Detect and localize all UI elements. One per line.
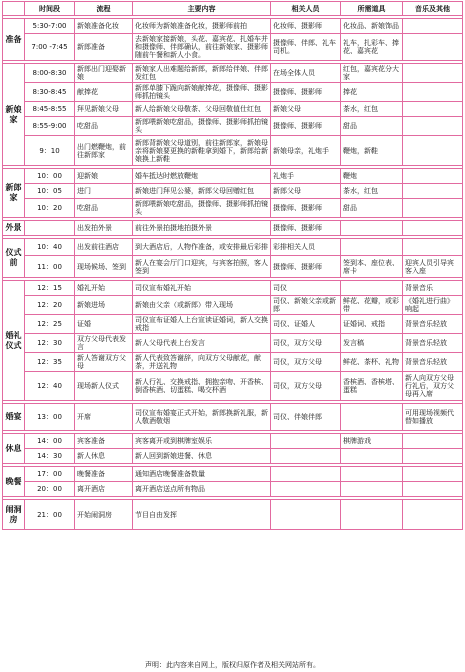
cell-props: 红包，嘉宾花分大家 [341,64,403,83]
header-music: 音乐及其他 [403,2,463,16]
cell-time: 17：00 [25,467,75,482]
cell-process: 离开酒店 [75,482,133,497]
cell-music [403,19,463,34]
cell-people: 摄像师、摄影师 [271,117,341,136]
cell-props [341,281,403,296]
table-row [3,239,463,256]
cell-people: 化妆师、摄影师 [271,19,341,34]
cell-music [403,117,463,136]
cell-music [403,500,463,530]
cell-music: 背景音乐轻放 [403,334,463,353]
cell-process: 证婚 [75,315,133,334]
cell-content: 到大酒店后，人物作准备，或安排最后彩排 [133,239,271,256]
cell-people [271,500,341,530]
table-row [3,296,463,315]
cell-content: 新人在宴会厅门口迎宾，与宾客拍照，客人签到 [133,256,271,278]
cell-time: 10：40 [25,239,75,256]
cell-process: 现场新人仪式 [75,372,133,401]
cell-props [341,482,403,497]
cell-props [341,404,403,431]
header-section [3,2,25,16]
cell-people: 彩排相关人员 [271,239,341,256]
cell-people: 新娘父母 [271,102,341,117]
cell-process: 晚餐准备 [75,467,133,482]
cell-process: 婚礼开始 [75,281,133,296]
cell-props [341,239,403,256]
cell-props [341,467,403,482]
section-label: 新郎家 [3,169,25,218]
cell-process: 拜见新娘父母 [75,102,133,117]
table-row [3,83,463,102]
cell-process: 出门燃鞭炮，前往新郎家 [75,136,133,166]
cell-music: 迎宾人员引导宾客入座 [403,256,463,278]
cell-content: 新郎喂新娘吃甜品，摄像师、摄影师抓拍镜头 [133,117,271,136]
cell-music [403,184,463,199]
section-label: 新娘家 [3,64,25,166]
cell-content: 新郎背新娘父母道别，前往新郎家，新娘母亲将新娘要更换的新鞋拿到婚下，新郎给新娘换上新鞋 [133,136,271,166]
table-row [3,34,463,61]
cell-process: 宾客准备 [75,434,133,449]
cell-time: 8:30-8:45 [25,83,75,102]
cell-props: 棋牌游戏 [341,434,403,449]
cell-content: 新人给新娘父母敬茶、父母回敬值仕红包 [133,102,271,117]
cell-music: 可用现场视频代替如播放 [403,404,463,431]
cell-people: 司仪 [271,281,341,296]
cell-content: 司仪宣布婚礼开始 [133,281,271,296]
table-row [3,404,463,431]
table-row [3,500,463,530]
cell-music [403,482,463,497]
cell-props: 捧花 [341,83,403,102]
section-label: 仪式前 [3,239,25,278]
cell-process: 新娘准备化妆 [75,19,133,34]
table-row [3,19,463,34]
cell-props: 甜品 [341,199,403,218]
cell-time: 7:00 -7:45 [25,34,75,61]
cell-people: 礼炮手 [271,169,341,184]
cell-time: 9：10 [25,136,75,166]
cell-people: 司仪，双方父母 [271,353,341,372]
cell-content: 新人行礼、交换戒指、拥抱亲吻、开香槟、倒香槟酒、切蛋糕、喝交杯酒 [133,372,271,401]
cell-time: 5:30-7:00 [25,19,75,34]
cell-content: 前往外景拍摄地拍摄外景 [133,221,271,236]
cell-content: 节目自由发挥 [133,500,271,530]
footer-disclaimer: 声明：此内容来自网上，版权归原作者及相关网站所有。 [145,661,320,669]
cell-time: 10：00 [25,169,75,184]
cell-props: 茶水，红包 [341,184,403,199]
cell-people [271,434,341,449]
cell-time: 12：20 [25,296,75,315]
cell-content: 新人代表致答谢辞，向双方父母献花，献茶，并送礼物 [133,353,271,372]
cell-time: 12：25 [25,315,75,334]
cell-time: 10：20 [25,199,75,218]
cell-content: 新郎喂新娘吃甜品，摄像师、摄影师抓拍镜头 [133,199,271,218]
cell-process: 吃甜品 [75,117,133,136]
cell-content: 新人回到新娘进餐、休息 [133,449,271,464]
cell-props: 鲜花、花瓣，或彩带 [341,296,403,315]
cell-process: 新郎准备 [75,34,133,61]
cell-content: 新娘进门拜见公婆，新郎父母回赠红包 [133,184,271,199]
table-row [3,449,463,464]
table-row [3,136,463,166]
section-label: 准备 [3,19,25,61]
table-row [3,256,463,278]
cell-process: 进门 [75,184,133,199]
cell-time: 8:00-8:30 [25,64,75,83]
section-label: 婚宴 [3,404,25,431]
cell-content: 新人父母代表上台发言 [133,334,271,353]
cell-people: 摄像师、摄影师 [271,221,341,236]
cell-props: 茶水，红包 [341,102,403,117]
cell-time [25,221,75,236]
table-row [3,434,463,449]
cell-people: 在场全体人员 [271,64,341,83]
cell-people [271,482,341,497]
wedding-schedule-table [2,1,463,530]
table-row [3,221,463,236]
cell-music [403,83,463,102]
cell-music: 背景音乐轻放 [403,315,463,334]
table-row [3,467,463,482]
schedule-body [3,16,463,530]
cell-props: 香槟酒、香槟塔、蛋糕 [341,372,403,401]
header-process: 流程 [75,2,133,16]
table-row [3,169,463,184]
section-label: 晚餐 [3,467,25,497]
cell-time: 14：30 [25,449,75,464]
cell-people: 摄像师、摄影师 [271,256,341,278]
cell-process: 现场候场、签到 [75,256,133,278]
cell-props: 证婚词、戒指 [341,315,403,334]
header-people: 相关人员 [271,2,341,16]
section-label: 休息 [3,434,25,464]
cell-people [271,467,341,482]
cell-process: 开始闹洞房 [75,500,133,530]
section-label: 婚礼仪式 [3,281,25,401]
table-row [3,117,463,136]
cell-props: 甜品 [341,117,403,136]
cell-process: 出发拍外景 [75,221,133,236]
cell-people: 司仪，双方父母 [271,334,341,353]
cell-music [403,221,463,236]
cell-process: 献捧花 [75,83,133,102]
cell-music [403,136,463,166]
header-content: 主要内容 [133,2,271,16]
cell-content: 新娘家人出难题给新郎，新郎给伴娘、伴郎发红包 [133,64,271,83]
header-time: 时间段 [25,2,75,16]
cell-music [403,102,463,117]
cell-music [403,449,463,464]
cell-content: 通知酒店晚餐准备数量 [133,467,271,482]
cell-people: 摄像师、摄影师 [271,83,341,102]
cell-content: 离开酒店送点所有物品 [133,482,271,497]
table-row [3,199,463,218]
cell-process: 迎新娘 [75,169,133,184]
cell-time: 11：00 [25,256,75,278]
cell-time: 13：00 [25,404,75,431]
cell-props: 发言稿 [341,334,403,353]
cell-process: 新郎出门迎娶新娘 [75,64,133,83]
cell-time: 12：35 [25,353,75,372]
table-row [3,315,463,334]
cell-props: 礼车，扎彩车、捧花、嘉宾花 [341,34,403,61]
cell-music: 背景音乐轻放 [403,353,463,372]
cell-time: 8:45-8:55 [25,102,75,117]
cell-props: 鞭炮 [341,169,403,184]
cell-content: 宾客离开或到棋牌室娱乐 [133,434,271,449]
cell-process: 出发前往酒店 [75,239,133,256]
table-row [3,102,463,117]
table-row [3,482,463,497]
cell-people: 司仪、证婚人 [271,315,341,334]
cell-people: 司仪、新娘父亲或新郎 [271,296,341,315]
cell-people: 摄像师、摄影师 [271,199,341,218]
cell-time: 12：30 [25,334,75,353]
cell-content: 新娘由父亲（或新郎）带入现场 [133,296,271,315]
table-row [3,184,463,199]
cell-process: 新娘进场 [75,296,133,315]
cell-time: 20：00 [25,482,75,497]
cell-people: 新郎父母 [271,184,341,199]
table-row [3,281,463,296]
cell-process: 新人答谢双方父母 [75,353,133,372]
cell-process: 双方父母代表发言 [75,334,133,353]
cell-people: 摄像师、伴郎、礼车司机。 [271,34,341,61]
cell-props: 鞭炮，新鞋 [341,136,403,166]
cell-props: 签到本、座位表、席卡 [341,256,403,278]
section-label: 外景 [3,221,25,236]
cell-props [341,449,403,464]
cell-content: 去新娘家接新娘，头花、嘉宾花、扎婚车并和摄像师、伴郎确认，前往新娘家、摄影师随前午餐和新人小食。 [133,34,271,61]
header-props: 所需道具 [341,2,403,16]
cell-props: 鲜花、茶杯、礼物 [341,353,403,372]
cell-people: 新娘母亲，礼炮手 [271,136,341,166]
cell-music [403,434,463,449]
cell-content: 新郎单膝下跪向新娘献捧花，摄像师、摄影师抓拍镜头 [133,83,271,102]
table-row [3,334,463,353]
cell-process: 开席 [75,404,133,431]
cell-time: 14：00 [25,434,75,449]
cell-process: 吃甜品 [75,199,133,218]
cell-process: 新人休息 [75,449,133,464]
cell-time: 8:55-9:00 [25,117,75,136]
cell-music: 《婚礼进行曲》响起 [403,296,463,315]
header-row [3,2,463,16]
cell-people: 司仪、伴娘伴郎 [271,404,341,431]
cell-props [341,221,403,236]
cell-music [403,467,463,482]
cell-music [403,34,463,61]
table-row [3,372,463,401]
cell-music [403,199,463,218]
cell-content: 司仪宣布证婚人上台宣读证婚词，新人交换戒指 [133,315,271,334]
cell-content: 司仪宣布婚宴正式开始，新郎换新礼服，新人敬酒敬烟 [133,404,271,431]
table-row [3,353,463,372]
cell-music: 新人向双方父母行礼后，双方父母再入席 [403,372,463,401]
cell-time: 10：05 [25,184,75,199]
cell-music [403,64,463,83]
section-label: 闹洞房 [3,500,25,530]
cell-props: 化妆品、新娘饰品 [341,19,403,34]
cell-time: 12：15 [25,281,75,296]
cell-time: 21：00 [25,500,75,530]
cell-content: 化妆师为新娘准备化妆，摄影师前拍 [133,19,271,34]
cell-props [341,500,403,530]
cell-people: 司仪，双方父母 [271,372,341,401]
cell-people [271,449,341,464]
cell-music [403,239,463,256]
table-row [3,64,463,83]
cell-music: 背景音乐 [403,281,463,296]
cell-time: 12：40 [25,372,75,401]
cell-content: 婚车抵达时燃放鞭炮 [133,169,271,184]
cell-music [403,169,463,184]
